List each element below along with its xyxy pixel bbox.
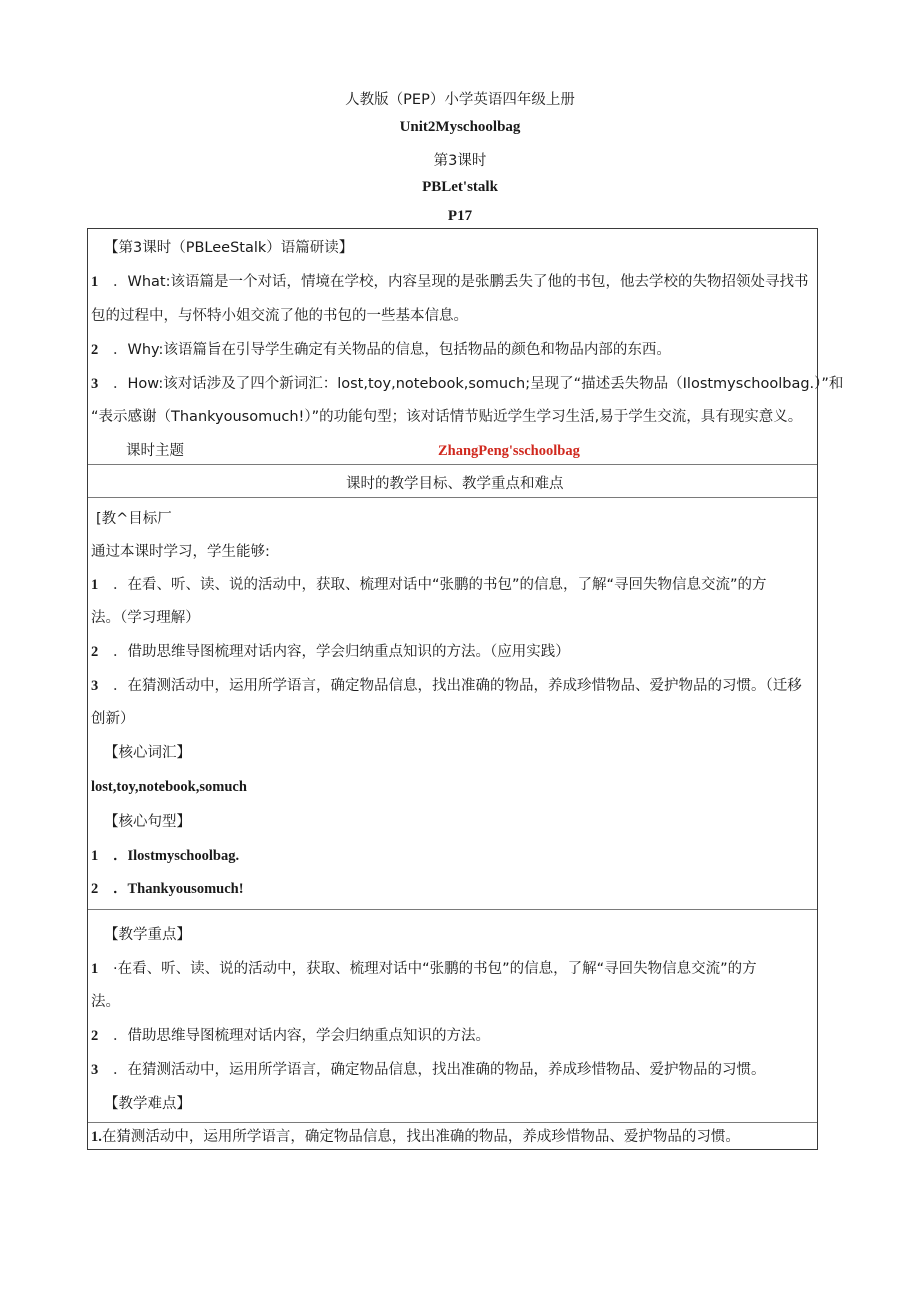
item-number: 2 — [91, 881, 99, 897]
key-point-item-1-cont: 法。 — [91, 994, 120, 1010]
objective-item-1 — [91, 575, 767, 595]
key-point-item-3 — [91, 1060, 766, 1080]
item-number: 1 — [91, 274, 99, 290]
objectives-section-title: 课时的教学目标、教学重点和难点 — [346, 476, 564, 492]
item-text: ．Why:该语篇旨在引导学生确定有关物品的信息，包括物品的颜色和物品内部的东西。 — [113, 342, 671, 358]
item-number: 2 — [91, 342, 99, 358]
item-number: 1. — [91, 1129, 102, 1145]
objectives-heading: [教^目标厂 — [96, 511, 172, 527]
item-number: 1 — [91, 848, 99, 864]
item-number: 2 — [91, 1028, 99, 1044]
item-number: 2 — [91, 644, 99, 660]
item-text: ．借助思维导图梳理对话内容，学会归纳重点知识的方法。（应用实践） — [113, 644, 570, 660]
item-text: ．What:该语篇是一个对话，情境在学校，内容呈现的是张鹏丢失了他的书包，他去学校的失物招领处寻找书 — [113, 274, 809, 290]
difficulty-item-1 — [91, 1127, 740, 1147]
item-number: 1 — [91, 961, 99, 977]
item-number: 1 — [91, 577, 99, 593]
row-divider — [88, 1122, 817, 1123]
objective-item-3-cont: 创新） — [91, 711, 135, 727]
key-point-item-2 — [91, 1026, 490, 1046]
item-text: 在猜测活动中，运用所学语言，确定物品信息，找出准确的物品，养成珍惜物品、爱护物品的习惯。 — [101, 1129, 740, 1145]
item-number: 3 — [91, 376, 99, 392]
theme-label: 课时主题 — [126, 443, 184, 459]
text-study-item-3-cont: “表示感谢（Thankyousomuch!）”的功能句型；该对话情节贴近学生学习生活,易于学生交流，具有现实意义。 — [91, 409, 803, 425]
row-divider — [88, 909, 817, 910]
core-sentence-2 — [91, 879, 244, 899]
text-study-item-1 — [91, 272, 808, 292]
item-text: ．Ilostmyschoolbag. — [113, 848, 240, 864]
row-divider — [88, 464, 817, 465]
text-study-item-2 — [91, 340, 671, 360]
difficulties-heading: 【教学难点】 — [104, 1096, 191, 1112]
item-text: ．在猜测活动中，运用所学语言，确定物品信息，找出准确的物品，养成珍惜物品、爱护物品的习惯。（迁移 — [113, 678, 802, 694]
item-text: ．借助思维导图梳理对话内容，学会归纳重点知识的方法。 — [113, 1028, 490, 1044]
lesson-plan-table — [87, 228, 844, 1150]
item-text: ．How:该对话涉及了四个新词汇：lost,toy,notebook,somuch;呈现了“描述丢失物品（Ilostmyschoolbag.）”和 — [113, 376, 844, 392]
core-vocab-heading: 【核心词汇】 — [104, 745, 191, 761]
lesson-part: PBLet'stalk — [422, 179, 498, 195]
item-number: 3 — [91, 1062, 99, 1078]
objective-item-2 — [91, 642, 570, 662]
unit-title: Unit2Myschoolbag — [399, 119, 521, 135]
item-text: ．Thankyousomuch! — [113, 881, 244, 897]
item-text: ．在猜测活动中，运用所学语言，确定物品信息，找出准确的物品，养成珍惜物品、爱护物品的习惯。 — [113, 1062, 766, 1078]
text-study-item-3 — [91, 374, 843, 394]
objective-item-1-cont: 法。（学习理解） — [91, 610, 200, 626]
row-divider — [88, 497, 817, 498]
item-text: ．在看、听、读、说的活动中，获取、梳理对话中“张鹏的书包”的信息，了解“寻回失物信息交流”的方 — [113, 577, 767, 593]
objectives-intro: 通过本课时学习，学生能够: — [91, 544, 270, 560]
theme-value: ZhangPeng'sschoolbag — [438, 443, 580, 459]
core-vocab-words: lost,toy,notebook,somuch — [91, 779, 247, 795]
key-points-heading: 【教学重点】 — [104, 927, 191, 943]
lesson-number: 第3课时 — [433, 153, 487, 169]
item-number: 3 — [91, 678, 99, 694]
objective-item-3 — [91, 676, 802, 696]
text-study-heading: 【第3课时（PBLeeStalk）语篇研读】 — [104, 240, 354, 256]
book-title: 人教版（PEP）小学英语四年级上册 — [345, 92, 575, 108]
key-point-item-1 — [91, 959, 757, 979]
text-study-item-1-cont: 包的过程中，与怀特小姐交流了他的书包的一些基本信息。 — [91, 308, 468, 324]
item-text: ·在看、听、读、说的活动中，获取、梳理对话中“张鹏的书包”的信息，了解“寻回失物信息交流”的方 — [113, 961, 757, 977]
core-sentences-heading: 【核心句型】 — [104, 814, 191, 830]
page-ref: P17 — [447, 208, 473, 224]
core-sentence-1 — [91, 846, 239, 866]
